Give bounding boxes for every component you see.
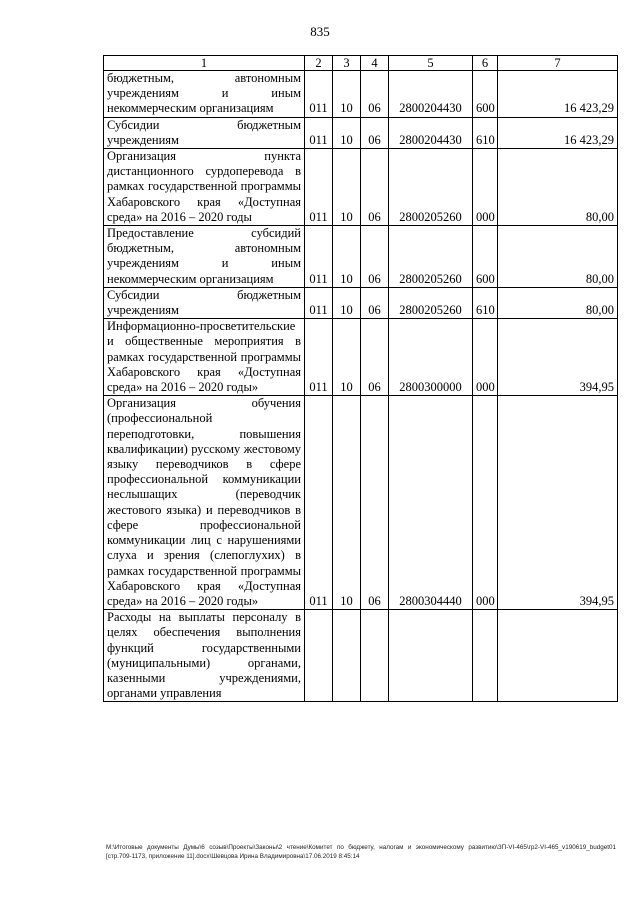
cell-amount: 16 423,29 xyxy=(498,117,618,148)
table-row xyxy=(104,226,618,288)
cell-subsection: 06 xyxy=(361,319,389,396)
header-cell: 7 xyxy=(498,56,618,71)
cell-code: 011 xyxy=(305,396,333,610)
cell-type: 610 xyxy=(473,287,498,318)
cell-subsection xyxy=(361,610,389,702)
row-name: Субсидии бюджетным учреждениям xyxy=(104,287,305,318)
cell-section: 10 xyxy=(333,319,361,396)
cell-type xyxy=(473,610,498,702)
cell-subsection: 06 xyxy=(361,71,389,118)
cell-section: 10 xyxy=(333,226,361,288)
cell-amount: 80,00 xyxy=(498,226,618,288)
budget-table xyxy=(103,55,618,702)
cell-amount: 394,95 xyxy=(498,396,618,610)
cell-target: 2800204430 xyxy=(389,117,473,148)
cell-subsection: 06 xyxy=(361,287,389,318)
cell-amount: 80,00 xyxy=(498,149,618,226)
cell-target: 2800204430 xyxy=(389,71,473,118)
row-name: Субсидии бюджетным учреждениям xyxy=(104,117,305,148)
cell-section: 10 xyxy=(333,149,361,226)
cell-section: 10 xyxy=(333,71,361,118)
row-name: Расходы на выплаты персоналу в целях обеспечения выполнения функций государственными (муниципальными) органами, казенными учреждениями, органами управления xyxy=(104,610,305,702)
cell-code: 011 xyxy=(305,287,333,318)
row-name: бюджетным, автономным учреждениям и иным некоммерческим организациям xyxy=(104,71,305,118)
cell-type: 600 xyxy=(473,71,498,118)
cell-target: 2800300000 xyxy=(389,319,473,396)
cell-code: 011 xyxy=(305,71,333,118)
cell-amount: 16 423,29 xyxy=(498,71,618,118)
table-row xyxy=(104,319,618,396)
cell-type: 000 xyxy=(473,396,498,610)
table-row xyxy=(104,287,618,318)
table-row xyxy=(104,117,618,148)
cell-target: 2800304440 xyxy=(389,396,473,610)
header-cell: 4 xyxy=(361,56,389,71)
cell-type: 000 xyxy=(473,149,498,226)
cell-code: 011 xyxy=(305,149,333,226)
cell-code: 011 xyxy=(305,319,333,396)
cell-type: 610 xyxy=(473,117,498,148)
cell-subsection: 06 xyxy=(361,226,389,288)
cell-subsection: 06 xyxy=(361,149,389,226)
cell-code xyxy=(305,610,333,702)
header-cell: 1 xyxy=(104,56,305,71)
cell-code: 011 xyxy=(305,117,333,148)
header-row xyxy=(104,56,618,71)
cell-amount xyxy=(498,610,618,702)
header-cell: 6 xyxy=(473,56,498,71)
row-name: Информационно-просветительские и общественные мероприятия в рамках государственной программы Хабаровского края «Доступная среда» на 2016 – 2020 годы» xyxy=(104,319,305,396)
cell-section xyxy=(333,610,361,702)
cell-subsection: 06 xyxy=(361,117,389,148)
row-name: Организация пункта дистанционного сурдоперевода в рамках государственной программы Хабаровского края «Доступная среда» на 2016 – 2020 годы xyxy=(104,149,305,226)
cell-type: 000 xyxy=(473,319,498,396)
file-path-footer: M:\Итоговые документы Думы\6 созыв\Проекты\Законы\2 чтение\Комитет по бюджету, налогам и экономическому развитию\ЗП-VI-465\гр2-VI-465_v190619_budget01 [стр.709-1173, приложение 11].docx\Шевцова Ирина Владимировна\17.06.2019 8:45:14 xyxy=(106,844,616,860)
cell-type: 600 xyxy=(473,226,498,288)
row-name: Организация обучения (профессиональной переподготовки, повышения квалификации) русскому жестовому языку переводчиков в сфере профессиональной коммуникации неслышащих (переводчик жестового языка) и переводчиков в сфере профессиональной коммуникации лиц с нарушениями слуха и зрения (слепоглухих) в рамках государственной программы Хабаровского края «Доступная среда» на 2016 – 2020 годы» xyxy=(104,396,305,610)
cell-target: 2800205260 xyxy=(389,287,473,318)
cell-code: 011 xyxy=(305,226,333,288)
page-number: 835 xyxy=(310,24,330,39)
row-name: Предоставление субсидий бюджетным, автономным учреждениям и иным некоммерческим организациям xyxy=(104,226,305,288)
cell-section: 10 xyxy=(333,287,361,318)
cell-target xyxy=(389,610,473,702)
cell-amount: 80,00 xyxy=(498,287,618,318)
header-cell: 5 xyxy=(389,56,473,71)
table-row xyxy=(104,71,618,118)
cell-target: 2800205260 xyxy=(389,226,473,288)
table-row xyxy=(104,149,618,226)
cell-target: 2800205260 xyxy=(389,149,473,226)
cell-section: 10 xyxy=(333,396,361,610)
cell-subsection: 06 xyxy=(361,396,389,610)
table-row xyxy=(104,610,618,702)
cell-amount: 394,95 xyxy=(498,319,618,396)
table-row xyxy=(104,396,618,610)
header-cell: 3 xyxy=(333,56,361,71)
header-cell: 2 xyxy=(305,56,333,71)
cell-section: 10 xyxy=(333,117,361,148)
